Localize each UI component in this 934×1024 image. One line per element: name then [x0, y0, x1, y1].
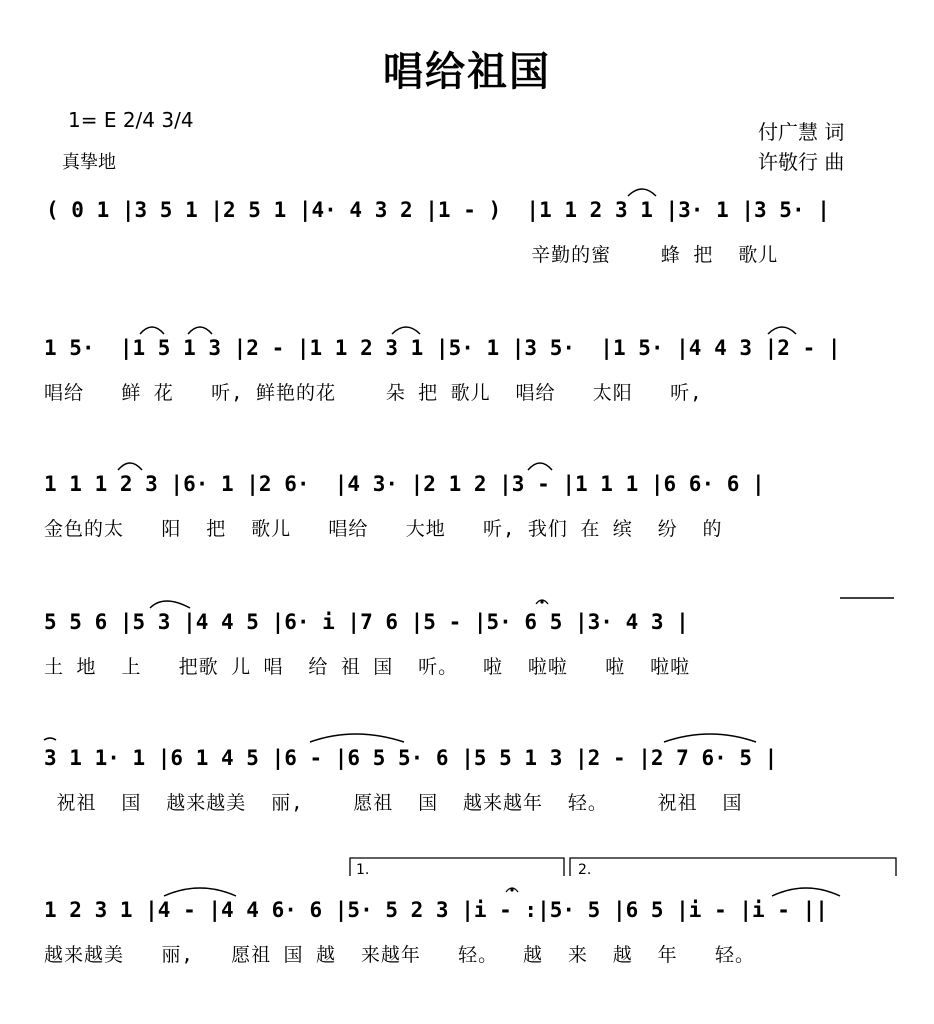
slur-arc — [392, 327, 420, 334]
volta-bracket-second — [570, 858, 896, 876]
notes-line-3: 1 1 1 2 3 |6· 1 |2 6· |4 3· |2 1 2 |3 - |1 1 1 |6 6· 6 | — [44, 472, 765, 496]
slur-arc — [772, 888, 840, 896]
lyricist-credit: 付广慧 词 — [758, 120, 845, 144]
notes-line-1: ( 0 1 |3 5 1 |2 5 1 |4· 4 3 2 |1 - ) |1 1 2 3 1 |3· 1 |3 5· | — [46, 198, 830, 222]
lyrics-line-4: 土 地 上 把歌 儿 唱 给 祖 国 听。 啦 啦啦 啦 啦啦 — [44, 656, 691, 678]
composer-credit: 许敬行 曲 — [758, 150, 845, 174]
slur-arc — [140, 327, 164, 334]
slur-arc — [310, 734, 404, 742]
slur-arc — [664, 734, 756, 742]
volta-second-label: 2. — [578, 862, 592, 878]
tempo-marking: 真挚地 — [62, 152, 116, 173]
lyrics-line-2: 唱给 鲜 花 听, 鲜艳的花 朵 把 歌儿 唱给 太阳 听, — [44, 382, 703, 404]
lyrics-line-6: 越来越美 丽, 愿祖 国 越 来越年 轻。 越 来 越 年 轻。 — [44, 944, 755, 966]
slur-arc — [188, 327, 212, 334]
slur-arc — [768, 327, 796, 334]
page-title: 唱给祖国 — [383, 49, 551, 95]
volta-first-label: 1. — [356, 862, 370, 878]
tie-line — [44, 738, 56, 740]
notes-line-4: 5 5 6 |5 3 |4 4 5 |6· i |7 6 |5 - |5· 6 5 |3· 4 3 | — [44, 610, 689, 634]
slur-arc — [628, 189, 656, 196]
notes-line-5: 3 1 1· 1 |6 1 4 5 |6 - |6 5 5· 6 |5 5 1 3 |2 - |2 7 6· 5 | — [44, 746, 778, 770]
lyrics-line-1: 辛勤的蜜 蜂 把 歌儿 — [46, 244, 779, 266]
fermata-dot — [510, 888, 513, 891]
lyrics-line-5: 祝祖 国 越来越美 丽, 愿祖 国 越来越年 轻。 祝祖 国 — [44, 792, 743, 814]
lyrics-line-3: 金色的太 阳 把 歌儿 唱给 大地 听, 我们 在 缤 纷 的 — [44, 518, 723, 540]
fermata-dot — [540, 600, 543, 603]
notes-line-2: 1 5· |1 5 1 3 |2 - |1 1 2 3 1 |5· 1 |3 5· |1 5· |4 4 3 |2 - | — [44, 336, 841, 360]
slur-arc — [150, 601, 190, 608]
notes-line-6: 1 2 3 1 |4 - |4 4 6· 6 |5· 5 2 3 |i - :|5· 5 |6 5 |i - |i - || — [44, 898, 828, 922]
volta-bracket-first — [350, 858, 564, 876]
fermata-arc — [536, 600, 548, 604]
slur-arc — [164, 888, 236, 896]
slur-arc — [528, 463, 552, 470]
slur-arc — [118, 463, 142, 470]
key-signature: 1= E 2/4 3/4 — [68, 108, 194, 132]
fermata-arc — [506, 888, 518, 892]
